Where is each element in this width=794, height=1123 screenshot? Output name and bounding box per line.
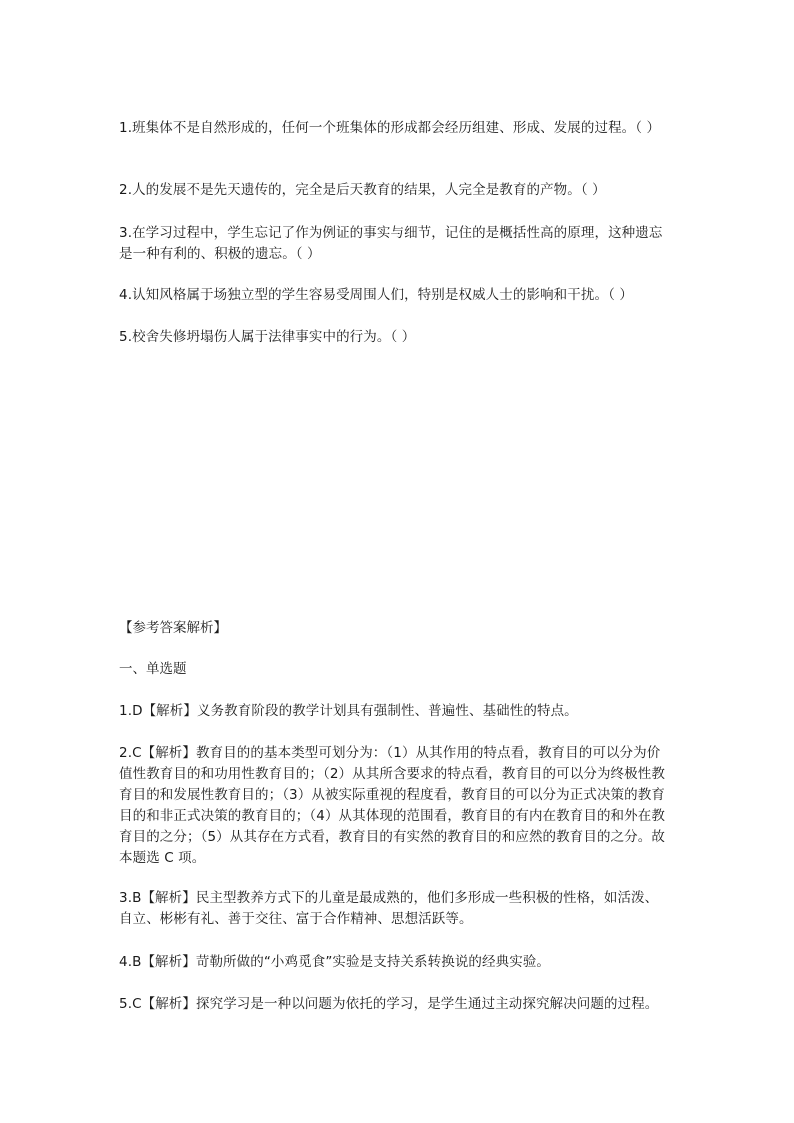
question-2: 2.人的发展不是先天遗传的，完全是后天教育的结果，人完全是教育的产物。（ ）	[119, 182, 606, 198]
answer-5: 5.C【解析】探究学习是一种以问题为依托的学习，是学生通过主动探究解决问题的过程。	[119, 996, 659, 1012]
answer-3: 3.B【解析】民主型教养方式下的儿童是最成熟的，他们多形成一些积极的性格，如活泼、自立、彬彬有礼、善于交往、富于合作精神、思想活跃等。	[119, 890, 659, 927]
answer-4: 4.B【解析】苛勒所做的“小鸡觅食”实验是支持关系转换说的经典实验。	[119, 954, 551, 970]
question-1: 1.班集体不是自然形成的，任何一个班集体的形成都会经历组建、形成、发展的过程。（ ）	[119, 120, 661, 136]
answer-1: 1.D【解析】义务教育阶段的教学计划具有强制性、普遍性、基础性的特点。	[119, 703, 578, 719]
question-5: 5.校舍失修坍塌伤人属于法律事实中的行为。（ ）	[119, 329, 416, 345]
answer-heading: 【参考答案解析】	[119, 620, 227, 636]
question-3: 3.在学习过程中，学生忘记了作为例证的事实与细节，记住的是概括性高的原理，这种遗忘是一种有利的、积极的遗忘。（ ）	[119, 225, 663, 262]
section-title-single-choice: 一、单选题	[119, 661, 187, 677]
question-4: 4.认知风格属于场独立型的学生容易受周围人们，特别是权威人士的影响和干扰。（ ）	[119, 287, 633, 303]
answer-2: 2.C【解析】教育目的的基本类型可划分为：（1）从其作用的特点看，教育目的可以分为价值性教育目的和功用性教育目的；（2）从其所含要求的特点看，教育目的可以分为终极性教育目的和发展性教育目的；（3）从被实际重视的程度看，教育目的可以分为正式决策的教育目的和非正式决策的教育目的；（4）从其体现的范围看，教育目的有内在教育目的和外在教育目的之分；（5）从其存在方式看，教育目的有实然的教育目的和应然的教育目的之分。故本题选 C 项。	[119, 745, 665, 866]
